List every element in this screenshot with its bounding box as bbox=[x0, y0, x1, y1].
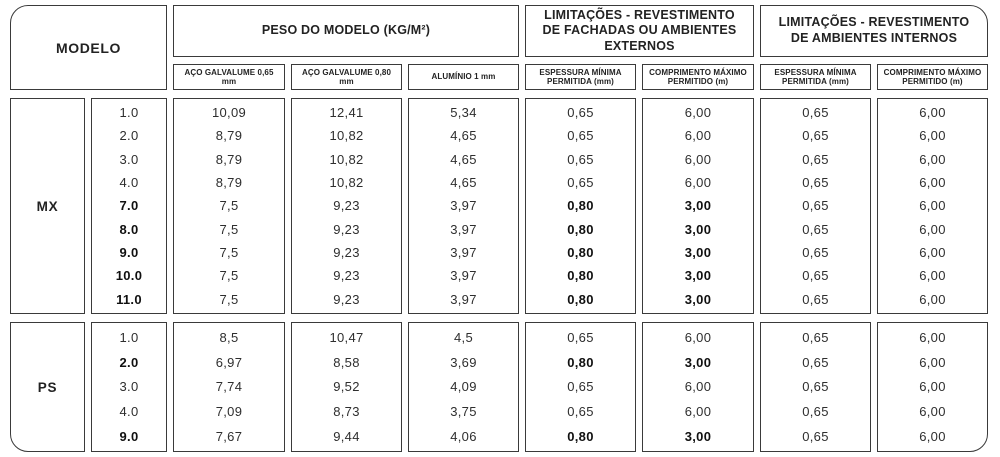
group-limitacoes-internos bbox=[760, 5, 988, 90]
value-cell: 5,34 bbox=[450, 105, 477, 121]
value-cell: 6,00 bbox=[684, 175, 712, 191]
group-internos-subheaders bbox=[760, 64, 988, 90]
value-cell: 6,00 bbox=[919, 354, 946, 370]
value-cell: 4,65 bbox=[450, 151, 477, 167]
value-cell: 8,58 bbox=[333, 354, 360, 370]
value-cell: 0,65 bbox=[802, 404, 829, 420]
value-cell: 0,65 bbox=[567, 329, 594, 345]
section-mx bbox=[10, 98, 1000, 314]
value-cell: 0,80 bbox=[567, 221, 594, 237]
value-cell: 3,97 bbox=[450, 221, 477, 237]
value-cell: 12,41 bbox=[329, 105, 364, 121]
value-cell: 7,5 bbox=[219, 268, 239, 284]
value-cell: 0,65 bbox=[802, 175, 829, 191]
model-version-cell: 3.0 bbox=[119, 379, 139, 395]
value-cell: 0,65 bbox=[802, 245, 829, 261]
value-cell: 3,75 bbox=[450, 404, 477, 420]
modelo-header-cell bbox=[10, 5, 167, 90]
value-cell: 9,23 bbox=[333, 221, 360, 237]
value-cell: 6,00 bbox=[684, 379, 712, 395]
value-cell: 3,00 bbox=[684, 245, 712, 261]
subheader-comprimento-interno: COMPRIMENTO MÁXIMO PERMITIDO (m) bbox=[877, 64, 988, 90]
value-cell: 0,65 bbox=[802, 329, 829, 345]
value-cell: 9,23 bbox=[333, 198, 360, 214]
subheader-aluminio: ALUMÍNIO 1 mm bbox=[408, 64, 519, 90]
subheader-aco-080: AÇO GALVALUME 0,80 mm bbox=[291, 64, 402, 90]
value-cell: 6,00 bbox=[684, 128, 712, 144]
model-name-cell-ps bbox=[10, 322, 85, 452]
value-cell: 8,79 bbox=[215, 175, 243, 191]
value-cell: 6,00 bbox=[684, 105, 712, 121]
value-cell: 6,00 bbox=[919, 379, 946, 395]
value-cell: 3,00 bbox=[684, 291, 712, 307]
value-cell: 8,5 bbox=[219, 329, 239, 345]
value-cell: 9,23 bbox=[333, 291, 360, 307]
value-cell: 0,65 bbox=[802, 151, 829, 167]
value-cell: 4,65 bbox=[450, 175, 477, 191]
value-cell: 10,47 bbox=[329, 329, 364, 345]
value-cell: 7,5 bbox=[219, 291, 239, 307]
value-cell: 0,65 bbox=[802, 128, 829, 144]
value-cell: 6,00 bbox=[919, 245, 946, 261]
value-cell: 0,65 bbox=[802, 291, 829, 307]
model-name-cell-mx bbox=[10, 98, 85, 314]
group-internos-title: LIMITAÇÕES - REVESTIMENTO DE AMBIENTES INTERNOS bbox=[760, 5, 988, 57]
value-cell: 4,65 bbox=[450, 128, 477, 144]
value-cell: 7,5 bbox=[219, 245, 239, 261]
value-cell: 3,97 bbox=[450, 245, 477, 261]
model-version-cell: 4.0 bbox=[119, 175, 139, 191]
model-name-mx: MX bbox=[36, 198, 59, 214]
model-version-cell: 1.0 bbox=[119, 329, 139, 345]
value-cell: 10,82 bbox=[329, 175, 364, 191]
value-cell: 10,82 bbox=[329, 151, 364, 167]
value-cell: 0,65 bbox=[567, 175, 594, 191]
group-peso-subheaders bbox=[173, 64, 519, 90]
model-version-cell: 9.0 bbox=[119, 245, 139, 261]
value-cell: 3,69 bbox=[450, 354, 477, 370]
data-column-ps-esp-externa bbox=[525, 322, 636, 452]
value-cell: 0,80 bbox=[567, 198, 594, 214]
version-column-mx bbox=[91, 98, 167, 314]
value-cell: 3,00 bbox=[684, 354, 712, 370]
value-cell: 0,65 bbox=[802, 354, 829, 370]
value-cell: 7,67 bbox=[215, 429, 243, 445]
value-cell: 6,00 bbox=[919, 175, 946, 191]
value-cell: 7,74 bbox=[215, 379, 243, 395]
value-cell: 6,00 bbox=[919, 291, 946, 307]
model-version-cell: 11.0 bbox=[116, 291, 142, 307]
value-cell: 6,00 bbox=[919, 151, 946, 167]
data-column-ps-aco065 bbox=[173, 322, 285, 452]
value-cell: 4,5 bbox=[454, 329, 473, 345]
value-cell: 6,00 bbox=[684, 151, 712, 167]
value-cell: 8,73 bbox=[333, 404, 360, 420]
value-cell: 4,06 bbox=[450, 429, 477, 445]
value-cell: 10,09 bbox=[211, 105, 247, 121]
section-ps bbox=[10, 322, 1000, 452]
value-cell: 6,00 bbox=[919, 268, 946, 284]
value-cell: 6,00 bbox=[919, 429, 946, 445]
modelo-header-label: MODELO bbox=[55, 39, 122, 56]
value-cell: 10,82 bbox=[329, 128, 364, 144]
subheader-espessura-interna: ESPESSURA MÍNIMA PERMITIDA (mm) bbox=[760, 64, 871, 90]
value-cell: 0,65 bbox=[567, 404, 594, 420]
value-cell: 0,65 bbox=[567, 105, 594, 121]
model-version-cell: 7.0 bbox=[119, 198, 139, 214]
value-cell: 9,23 bbox=[333, 245, 360, 261]
data-column-mx-esp-interna bbox=[760, 98, 871, 314]
value-cell: 0,80 bbox=[567, 429, 594, 445]
value-cell: 0,65 bbox=[802, 379, 829, 395]
group-externos-title: LIMITAÇÕES - REVESTIMENTO DE FACHADAS OU AMBIENTES EXTERNOS bbox=[525, 5, 754, 57]
value-cell: 8,79 bbox=[215, 128, 243, 144]
model-name-ps: PS bbox=[37, 379, 58, 395]
value-cell: 6,00 bbox=[919, 329, 946, 345]
value-cell: 6,00 bbox=[919, 221, 946, 237]
data-column-ps-comp-interno bbox=[877, 322, 988, 452]
value-cell: 0,80 bbox=[567, 291, 594, 307]
value-cell: 4,09 bbox=[450, 379, 477, 395]
value-cell: 0,80 bbox=[567, 354, 594, 370]
value-cell: 6,00 bbox=[684, 404, 712, 420]
model-version-cell: 10.0 bbox=[115, 268, 143, 284]
data-column-mx-comp-interno bbox=[877, 98, 988, 314]
model-version-cell: 3.0 bbox=[119, 151, 139, 167]
model-version-cell: 2.0 bbox=[119, 128, 139, 144]
value-cell: 9,23 bbox=[333, 268, 360, 284]
value-cell: 6,00 bbox=[919, 128, 946, 144]
data-column-mx-comp-externo bbox=[642, 98, 754, 314]
value-cell: 3,97 bbox=[450, 291, 477, 307]
value-cell: 3,00 bbox=[684, 268, 712, 284]
value-cell: 0,80 bbox=[567, 245, 594, 261]
value-cell: 7,5 bbox=[219, 198, 239, 214]
value-cell: 0,65 bbox=[567, 151, 594, 167]
model-version-cell: 9.0 bbox=[119, 429, 139, 445]
group-peso-title: PESO DO MODELO (KG/M²) bbox=[173, 5, 519, 57]
value-cell: 9,52 bbox=[333, 379, 360, 395]
value-cell: 6,00 bbox=[919, 198, 946, 214]
model-version-cell: 2.0 bbox=[119, 354, 139, 370]
subheader-comprimento-externo: COMPRIMENTO MÁXIMO PERMITIDO (m) bbox=[642, 64, 754, 90]
value-cell: 6,00 bbox=[919, 105, 946, 121]
value-cell: 6,97 bbox=[215, 354, 243, 370]
value-cell: 3,97 bbox=[450, 268, 477, 284]
model-version-cell: 8.0 bbox=[119, 221, 139, 237]
data-column-mx-aluminio bbox=[408, 98, 519, 314]
group-externos-subheaders bbox=[525, 64, 754, 90]
value-cell: 0,65 bbox=[802, 429, 829, 445]
value-cell: 3,97 bbox=[450, 198, 477, 214]
value-cell: 9,44 bbox=[333, 429, 360, 445]
data-column-mx-esp-externa bbox=[525, 98, 636, 314]
subheader-aco-065: AÇO GALVALUME 0,65 mm bbox=[173, 64, 285, 90]
value-cell: 6,00 bbox=[919, 404, 946, 420]
value-cell: 0,65 bbox=[802, 105, 829, 121]
model-version-cell: 1.0 bbox=[119, 105, 139, 121]
group-peso bbox=[173, 5, 519, 90]
data-column-mx-aco080 bbox=[291, 98, 402, 314]
data-column-ps-comp-externo bbox=[642, 322, 754, 452]
value-cell: 3,00 bbox=[684, 198, 712, 214]
data-column-ps-aco080 bbox=[291, 322, 402, 452]
value-cell: 0,65 bbox=[567, 379, 594, 395]
value-cell: 0,65 bbox=[802, 268, 829, 284]
value-cell: 8,79 bbox=[215, 151, 243, 167]
data-column-mx-aco065 bbox=[173, 98, 285, 314]
value-cell: 3,00 bbox=[684, 429, 712, 445]
version-column-ps bbox=[91, 322, 167, 452]
value-cell: 0,65 bbox=[567, 128, 594, 144]
value-cell: 3,00 bbox=[684, 221, 712, 237]
group-limitacoes-externos bbox=[525, 5, 754, 90]
data-column-ps-esp-interna bbox=[760, 322, 871, 452]
value-cell: 0,80 bbox=[567, 268, 594, 284]
value-cell: 6,00 bbox=[684, 329, 712, 345]
value-cell: 7,5 bbox=[219, 221, 239, 237]
value-cell: 7,09 bbox=[215, 404, 243, 420]
data-column-ps-aluminio bbox=[408, 322, 519, 452]
subheader-espessura-externa: ESPESSURA MÍNIMA PERMITIDA (mm) bbox=[525, 64, 636, 90]
table-header-band bbox=[10, 5, 1000, 90]
value-cell: 0,65 bbox=[802, 198, 829, 214]
model-version-cell: 4.0 bbox=[119, 404, 139, 420]
value-cell: 0,65 bbox=[802, 221, 829, 237]
